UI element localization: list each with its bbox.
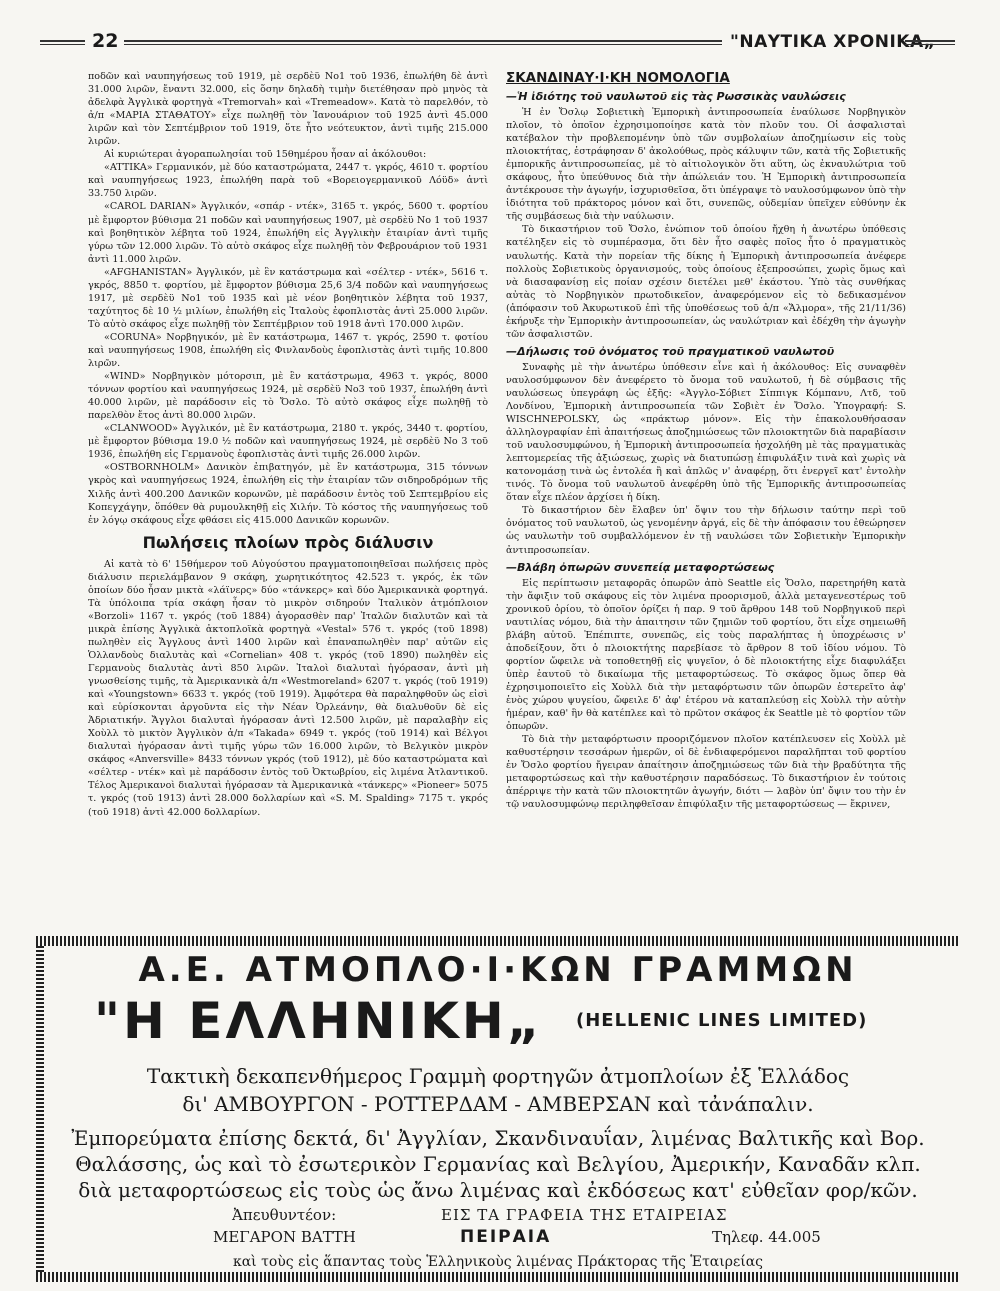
header-rule-middle [124, 40, 722, 45]
page-header [40, 26, 955, 56]
ad-text-line: Θαλάσσης, ὡς καὶ τὸ ἐσωτερικὸν Γερμανίας καὶ Βελγίου, Ἀμερικήν, Καναδᾶν κλπ. [75, 1152, 921, 1176]
paragraph: «AFGHANISTAN» Ἀγγλικόν, μὲ ἓν κατάστρωμα καὶ «σέλτερ - ντέκ», 5616 τ. γκρός, 8850 τ. φορτίου, μὲ ἔμφορτον βύθισμα 25,6 3/4 ποδῶν καὶ ναυπηγήσεως 1917, μὲ σερδὲϋ Nο1 τοῦ 1935 καὶ μὲ νέον βοηθητικὸν λέβητα τοῦ 1937, ταχύτητος δὲ 10 ½ μιλίων, ἐπωλήθη εἰς Ἰταλοὺς ἐφοπλιστὰς ἀντὶ 25.000 λιρῶν. Τὸ αὐτὸ σκάφος εἶχε πωληθῇ τὸν Σεπτέμβριον τοῦ 1918 ἀντὶ 170.000 λιρῶν. [88, 266, 488, 330]
ad-text-line: Ἐμπορεύματα ἐπίσης δεκτά, δι' Ἀγγλίαν, Σκανδιναυΐαν, λιμένας Βαλτικῆς καὶ Βορ. [71, 1126, 925, 1150]
ad-text-line: διὰ μεταφορτώσεως εἰς τοὺς ὡς ἄνω λιμένας καὶ ἐκδόσεως κατ' εὐθεῖαν φορ/κῶν. [78, 1178, 918, 1202]
paragraph: ποδῶν καὶ ναυπηγήσεως τοῦ 1919, μὲ σερδὲϋ Nο1 τοῦ 1936, ἐπωλήθη δὲ ἀντὶ 31.000 λιρῶν, ἔναντι 32.000, εἰς ὅσην δηλαδὴ τιμὴν διετέθησαν πρὸ μηνὸς τὰ ἀδελφὰ Ἀγγλικὰ φορτηγὰ «Tremorvah» καὶ «Tremeadow». Κατὰ τὸ παρελθόν, τὸ ἀ/π «ΜΑΡΙΑ ΣΤΑΘΑΤΟΥ» εἶχε πωληθῇ τὸν Ἰανουάριον τοῦ 1925 ἀντὶ 45.000 λιρῶν καὶ τὸν Σεπτέμβριον τοῦ 1919, ὅτε ἦτο νεότευκτον, ἀντὶ τιμῆς 215.000 λιρῶν. [88, 71, 488, 148]
ad-phone: Τηλεφ. 44.005 [712, 1228, 821, 1246]
paragraph: «OSTBORNHOLM» Δανικὸν ἐπιβατηγόν, μὲ ἓν κατάστρωμα, 315 τόννων γκρὸς καὶ ναυπηγήσεως 1924, ἐπωλήθη εἰς τὴν ἑταιρίαν τῶν σιδηροδρόμων τῆς Χιλῆς ἀντὶ 400.200 Δανικῶν κορωνῶν, μὲ παράδοσιν ἐντὸς τοῦ Σεπτεμβρίου εἰς Κοπεγχάγην, ὅπόθεν θὰ ρυμουλκηθῇ εἰς Χιλήν. Τὸ κόστος τῆς ναυπηγήσεως τοῦ ἐν λόγῳ σκάφους εἶχε φθάσει εἰς 415.000 Δανικῶν κορωνῶν. [88, 462, 488, 526]
left-column [88, 70, 488, 819]
section-title-scrap-sales: Πωλήσεις πλοίων πρὸς διάλυσιν [142, 532, 434, 552]
ad-city: ΠΕΙΡΑΙΑ [460, 1227, 552, 1247]
subsection-title: —Δήλωσις τοῦ ὀνόματος τοῦ πραγματικοῦ ναυλωτοῦ [506, 344, 835, 358]
paragraph: «CLANWOOD» Ἀγγλικόν, μὲ ἓν κατάστρωμα, 2180 τ. γκρός, 3440 τ. φορτίου, μὲ ἔμφορτον βύθισμα 19.0 ½ ποδῶν καὶ ναυπηγήσεως 1924, μὲ σερδὲϋ Nο 3 τοῦ 1936, ἐπωλήθη εἰς Γερμανοὺς ἐφοπλιστὰς ἀντὶ τιμῆς 26.000 λιρῶν. [88, 423, 488, 461]
subsection-title: —Βλάβη ὀπωρῶν συνεπείᾳ μεταφορτώσεως [506, 560, 775, 574]
paragraph: «CORUNA» Νορβηγικόν, μὲ ἓν κατάστρωμα, 1467 τ. γκρός, 2590 τ. φοτίου καὶ ναυπηγήσεως 1908, ἐπωλήθη εἰς Φινλανδοὺς ἐφοπλιστὰς ἀντὶ τιμῆς 10.800 λιρῶν. [88, 331, 488, 370]
header-rule-left [40, 40, 85, 45]
paragraph: «CAROL DARIAN» Ἀγγλικόν, «σπάρ - ντέκ», 3165 τ. γκρός, 5600 τ. φορτίου μὲ ἔμφορτον βύθισμα 21 ποδῶν καὶ ναυπηγήσεως 1907, μὲ σερδὲϋ No 1 τοῦ 1937 καὶ βοηθητικὸν λέβητα τοῦ 1924, ἐπωλήθη εἰς Ἀγγλικὴν ἑταιρίαν ἀντὶ τιμῆς γύρω τῶν 12.000 λιρῶν. Τὸ αὐτὸ σκάφος εἶχε πωληθῇ τὸν Φεβρουάριον τοῦ 1931 ἀντὶ 11.000 λιρῶν. [88, 201, 488, 265]
paragraph: Αἱ κατὰ τὸ 6' 15θήμερον τοῦ Αὐγούστου πραγματοποιηθεῖσαι πωλήσεις πρὸς διάλυσιν περιελάμβανον 9 σκάφη, χωρητικότητος 42.523 τ. γκρός, ἐκ τῶν ὁποίων δύο ἦσαν μικτὰ «λάϊνερς» δύο «τάνκερς» καὶ δύο Ἀμερικανικὰ φορτηγά. Τὰ ὑπόλοιπα τρία σκάφη ἦσαν τὸ μικρὸν σιδηρούν Ἰταλικὸν ἀτμόπλοιον «Borzoli» 1167 τ. γκρός (τοῦ 1884) ἀγορασθὲν παρ' Ἰταλῶν διαλυτῶν καὶ τὰ μικρὰ ἐπίσης Ἀγγλικὰ ἀκτοπλοϊκὰ φορτηγὰ «Vestal» 576 τ. γκρός (τοῦ 1898) πωληθὲν εἰς Ἄγγλους ἀντὶ 1400 λιρῶν καὶ ἐπαναπωληθὲν παρ' αὐτῶν εἰς Ὁλλανδοὺς διαλυτὰς καὶ «Cornelian» 408 τ. γκρός (τοῦ 1890) πωληθὲν εἰς Γερμανοὺς διαλυτὰς ἀντὶ 850 λιρῶν. Ἰταλοὶ διαλυταὶ ἠγόρασαν, ἀντὶ μὴ γνωσθείσης τιμῆς, τὰ Ἀμερικανικὰ ἀ/π «Westmoreland» 6207 τ. γκρός (τοῦ 1919) καὶ «Youngstown» 6633 τ. γκρός (τοῦ 1919). Ἀμφότερα θὰ παραληφθοῦν ὡς εἰσὶ καὶ εὑρίσκονται ἀργοῦντα εἰς τὴν Νέαν Ὀρλεάνην, θὰ διαλυθοῦν δὲ εἰς Ἀδριατικήν. Ἄγγλοι διαλυταὶ ἠγόρασαν ἀντὶ 12.500 λιρῶν, μὲ παραλαβὴν εἰς Χοὺλλ τὸ μικτὸν Ἀγγλικὸν ἀ/π «Takada» 6949 τ. γκρός (τοῦ 1914) καὶ Βέλγοι διαλυταὶ ἠγόρασαν ἀντὶ τιμῆς γύρω τῶν 16.000 λιρῶν, τὸ Βελγικὸν μικρὸν σκάφος «Anversville» 8433 τόννων γκρός (τοῦ 1912), μὲ δύο καταστρώματα καὶ «σέλτερ - ντέκ» καὶ μὲ παράδοσιν ἐντὸς τοῦ Ὀκτωβρίου, εἰς λιμένα Ἀτλαντικοῦ. Τέλος Ἀμερικανοὶ διαλυταὶ ἠγόρασαν τὰ Ἀμερικανικὰ «τάνκερς» «Pioneer» 5075 τ. γκρός (τοῦ 1913) ἀντὶ 28.000 δολλαρίων καὶ «S. M. Spalding» 7175 τ. γκρός (τοῦ 1918) ἀντὶ 42.000 δολλαρίων. [88, 558, 488, 818]
paragraph: «WIND» Νορβηγικὸν μότορσιπ, μὲ ἓν κατάστρωμα, 4963 τ. γκρός, 8000 τόννων φορτίου καὶ ναυπηγήσεως 1924, μὲ σερδὲϋ No3 τοῦ 1937, ἐπωλήθη ἀντὶ 40.000 λιρῶν, μὲ παράδοσιν εἰς τὸ Ὄσλο. Τὸ αὐτὸ σκάφος εἶχε πωληθῇ τὸ παρελθὸν ἔτος ἀντὶ 80.000 λιρῶν. [88, 371, 488, 422]
paragraph: Εἰς περίπτωσιν μεταφορᾶς ὀπωρῶν ἀπὸ Seattle εἰς Ὄσλο, παρετηρήθη κατὰ τὴν ἄφιξιν τοῦ σκάφους εἰς τὸν λιμένα προορισμοῦ, ἀλλὰ μεταγενεστέρως τοῦ χρονικοῦ ὁρίου, τὸ ὁποῖον ὁρίζει ἡ παρ. 9 τοῦ ἄρθρου 148 τοῦ Νορβηγικοῦ περὶ ναυτιλίας νόμου, διὰ τὴν ἀπαιτησιν τῶν ζημιῶν τοῦ φορτίου, ὅτι εἶχε σημειωθῆ βλάβη αὐτοῦ. Ἐπέπιπτε, συνεπῶς, εἰς τοὺς παραλήπτας ἡ ὑποχρέωσις ν' ἀποδείξουν, ὅτι ὁ πλοιοκτήτης παρεβίασε τὸ ἄρθρον 8 τοῦ ἰδίου νόμου. Τὸ φορτίον ὤφειλε νὰ τοποθετηθῇ εἰς ψυγεῖον, ὁ δὲ πλοιοκτήτης εἶχε διαφυλάξει ὑπὲρ ἑαυτοῦ τὸ δικαίωμα τῆς μεταφορτώσεως. Τὸ σκάφος ὅμως ὅπερ θὰ ἐχρησιμοποιεῖτο εἰς Χοὺλλ διὰ τὴν μεταφόρτωσιν τῶν ὀπωρῶν ἐστερεῖτο ἀφ' ἑνὸς χώρου ψυγείου, ὤφειλε δ' ἀφ' ἑτέρου νὰ καταπλεύσῃ εἰς Χοὺλλ τὴν αὐτὴν ἡμέραν, καθ' ἣν θὰ κατέπλεε καὶ τὸ πρῶτον σκάφος ἐκ Seattle μὲ τὸ φορτίον τῶν ὀπωρῶν. [506, 577, 906, 733]
paragraph: «ATTIKA» Γερμανικόν, μὲ δύο καταστρώματα, 2447 τ. γκρός, 4610 τ. φορτίου καὶ ναυπηγήσεως 1923, ἐπωλήθη παρὰ τοῦ «Βορειογερμανικοῦ Λόϋδ» ἀντὶ 33.750 λιρῶν. [88, 162, 488, 200]
ad-border-top [36, 936, 960, 946]
paragraph: Τὸ δικαστήριον τοῦ Ὄσλο, ἐνώπιον τοῦ ὁποίου ἤχθη ἡ ἀνωτέρω ὑπόθεσις κατέληξεν εἰς τὸ συμπέρασμα, ὅτι δὲν ἦτο σαφὲς ποῖος ἦτο ὁ πραγματικὸς ναυλωτής. Κατὰ τὴν πορείαν τῆς δίκης ἡ Ἐμπορικὴ ἀντιπροσωπεία ἀνέφερε πολλοὺς Σοβιετικοὺς ὀργανισμούς, τοὺς ὁποίους ἐξεπροσώπει, χωρὶς ὅμως καὶ νὰ διασαφανίσῃ εἰς ποίαν σχέσιν διετέλει μεθ' ἑκάστου. Ὑπὸ τὰς συνθήκας αὐτὰς τὸ Νορβηγικὸν πρωτοδικεῖον, ἀναφερόμενον εἰς τὸ δεδικασμένον (ἀπόφασιν τοῦ Ἀκυρωτικοῦ ἐπὶ τῆς ὑποθέσεως τοῦ ἀ/π «Ἄλμορα», τῆς 21/11/36) ἐκήρυξε τὴν Ἐμπορικὴν ἀντιπροσωπείαν, ὡς ναυλώτριαν καὶ ἐδέχθη τὴν ἀγωγὴν τῶν ἀσφαλιστῶν. [506, 224, 906, 340]
paragraph: Τὸ δικαστήριον δὲν ἔλαβεν ὑπ' ὄψιν του τὴν δήλωσιν ταύτην περὶ τοῦ ὀνόματος τοῦ ναυλωτοῦ, ὡς γενομένην ἀργά, εἰς δὲ τὴν ἀπόφασιν του ἐθεώρησεν ὡς ναυλωτὴν τοῦ συμβαλλόμενον ἐν τῇ ναυλώσει τῶν Σοβιετικὴν Ἐμπορικὴν ἀντιπροσωπείαν. [506, 505, 906, 556]
ad-contact-text: ΕΙΣ ΤΑ ΓΡΑΦΕΙΑ ΤΗΣ ΕΤΑΙΡΕΙΑΣ [441, 1206, 728, 1224]
paragraph: Αἱ κυριώτεραι ἀγοραπωλησίαι τοῦ 15θημέρου ἦσαν αἱ ἀκόλουθοι: [104, 149, 427, 161]
ad-agents-line: καὶ τοὺς εἰς ἅπαντας τοὺς Ἑλληνικοὺς λιμένας Πράκτορας τῆς Ἑταιρείας [232, 1254, 764, 1270]
ad-text-line: Τακτικὴ δεκαπενθήμερος Γραμμὴ φορτηγῶν ἀτμοπλοίων ἐξ Ἑλλάδος [146, 1064, 850, 1088]
ad-contact-label: Ἀπευθυντέον: [232, 1206, 337, 1224]
publication-title: "ΝΑΥΤΙΚΑ ΧΡΟΝΙΚΑ„ [730, 32, 936, 52]
ad-border-bottom [36, 1272, 960, 1282]
header-rule-right [905, 40, 955, 45]
paragraph: Συναφὴς μὲ τὴν ἀνωτέρω ὑπόθεσιν εἶνε καὶ ἡ ἀκόλουθος: Εἰς συναφθὲν ναυλοσύμφωνον δὲν ἀνεφέρετο τὸ ὄνομα τοῦ ναυλωτοῦ, ἡ δὲ σύμβασις τῆς ναυλώσεως ὑπεγράφη ὡς ἑξῆς: «Ἀγγλο-Σόβιετ Σίππιγκ Κόμπανυ, Λτδ, τοῦ Λονδίνου, Ἐμπορικὴ ἀντιπροσωπεία τῶν Σοβιὲτ ἐν Ὄσλο. Ὑπογραφή: S. WISCHNEPOLSKY, ὡς «πράκτωρ μόνον». Εἰς τὴν ἐπακολουθήσασαν ἀλληλογραφίαν ἐπὶ ἀπαιτήσεως ἀποζημιώσεως τῶν πλοιοκτητῶν διὰ παραβίασιν τοῦ ναυλοσυμφώνου, ἡ Ἐμπορικὴ ἀντιπροσωπεία ἠσχολήθη μὲ τὰς πραγματικὰς λεπτομερείας τῆς ἀξιώσεως, χωρὶς νὰ διατυπώσῃ ἐπιφυλάξιν τινὰ καὶ χωρὶς νὰ κατονομάσῃ τινὰ ὡς ἐντολέα ἢ καὶ ἁπλῶς ν' ἀναφέρῃ, ὅτι ἐνεργεῖ κατ' ἐντολὴν τινός. Τὸ ὄνομα τοῦ ναυλωτοῦ ἀνεφέρθη ὑπὸ τῆς Ἐμπορικῆς ἀντιπροσωπείας ὅταν εἶχε πλέον ἀρχίσει ἡ δίκη. [506, 361, 906, 504]
ad-brand-name: "Η ΕΛΛΗΝΙΚΗ„ [94, 992, 543, 1050]
section-title-scandinavian-law: ΣΚΑΝΔΙΝΑΥ·Ι·ΚΗ ΝΟΜΟΛΟΓΙΑ [506, 70, 730, 86]
paragraph: Ἡ ἐν Ὄσλῳ Σοβιετικὴ Ἐμπορικὴ ἀντιπροσωπεία ἐναύλωσε Νορβηγικὸν πλοῖον, τὸ ὁποῖον ἐχρησιμοποίησε κατὰ τὸν πλοῦν του. Οἱ ἀσφαλισταὶ κατέβαλον τὴν προβλεπομένην ὑπὸ τῶν συμβολαίων ἀποζημίωσιν εἰς τοὺς πλοιοκτήτας, ἐστράφησαν δ' ἀκολούθως, πρὸς κάλυψιν τῶν, κατὰ τῆς Σοβιετικῆς ἐμπορικῆς ἀντιπροσωπείας, μὲ τὸ αἰτιολογικὸν ὅτι αὕτη, ὡς ἐκναυλώτρια τοῦ σκάφους, ἦτο ὑπεύθυνος διὰ τὴν ἀπώλειάν του. Ἡ Ἐμπορικὴ ἀντιπροσωπεία ἀντέκρουσε τὴν ἀγωγήν, ἰσχυρισθεῖσα, ὅτι ὑπέγραψε τὸ ναυλοσύμφωνον ὑπὸ τὴν ἰδιότητα τοῦ πράκτορος μόνον καὶ ὅτι, συνεπῶς, οὐδεμίαν ὑπεῖχεν εὐθύνην ἐκ τῆς συμβάσεως διὰ τὴν ναύλωσιν. [506, 107, 906, 223]
paragraph: Τὸ διὰ τὴν μεταφόρτωσιν προοριζόμενον πλοῖον κατέπλευσεν εἰς Χοὺλλ μὲ καθυστέρησιν τεσσάρων ἡμερῶν, οἱ δὲ ἐνδιαφερόμενοι παραλῆπται τοῦ φορτίου ἐν Ὄσλο φορτίου ἤγειραν ἀπαίτησιν ἀποζημιώσεως τῶν διὰ τὴν βραδύτητα τῆς μεταφορτώσεως καὶ τὴν καθυστέρησιν παραδόσεως. Τὸ δικαστήριον ἐν τούτοις ἀπέρριψε τὴν κατὰ τῶν πλοιοκτητῶν ἀγωγήν, διότι — λαβὸν ὑπ' ὄψιν του τὴν ἐν τῷ ναυλοσυμφώνῳ περιληφθεῖσαν ἐπιφύλαξιν τῆς μεταφορτώσεως — ἔκρινεν, [506, 734, 906, 811]
subsection-title: —Ἡ ἰδιότης τοῦ ναυλωτοῦ εἰς τὰς Ρωσσικὰς ναυλώσεις [506, 90, 846, 103]
ad-text-line: δι' ΑΜΒΟΥΡΓΟΝ - ΡΟΤΤΕΡΔΑΜ - ΑΜΒΕΡΣΑΝ καὶ τἀνάπαλιν. [182, 1092, 814, 1116]
ad-company-name: Α.Ε. ΑΤΜΟΠΛΟ·Ι·ΚΩΝ ΓΡΑΜΜΩΝ [138, 950, 858, 990]
ad-building: ΜΕΓΑΡΟΝ ΒΑΤΤΗ [213, 1228, 356, 1246]
right-column [506, 70, 906, 811]
ad-brand-english: (HELLENIC LINES LIMITED) [576, 1010, 868, 1031]
page-number: 22 [92, 30, 119, 52]
advertisement-hellenic-lines [36, 936, 960, 1281]
